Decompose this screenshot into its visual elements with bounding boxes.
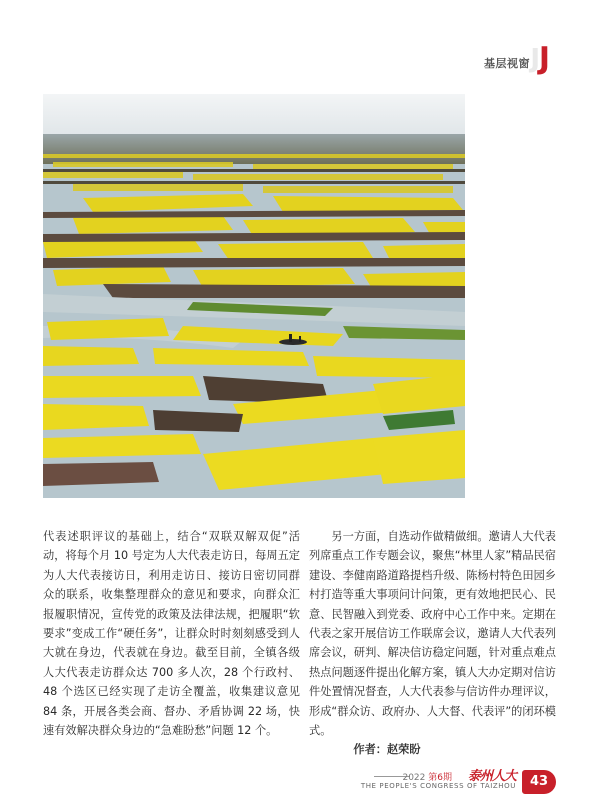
section-letter: J xyxy=(538,41,550,76)
section-letter-shadow: J xyxy=(530,44,540,74)
canola-fields-illustration xyxy=(43,94,465,498)
page-number: 43 xyxy=(522,770,556,794)
magazine-brand: 泰州人大 xyxy=(467,769,516,784)
section-title: 基层视窗 xyxy=(484,57,530,70)
article-left-column xyxy=(43,527,300,740)
issue-year: 2022 xyxy=(402,773,426,783)
article-paragraph: 另一方面，自选动作做精做细。邀请人大代表列席重点工作专题会议，聚焦“林里人家”精品民宿建设、李健南路道路提档升级、陈杨村特色田园乡村打造等重大事项问计问策，更有效地把民心、民意、民智融入到党委、政府中心工作中来。定期在代表之家开展信访工作联席会议，邀请人大代表列席会议，研判、解决信访稳定问题，针对重点难点热点问题逐件提出化解方案，镇人大办定期对信访件处置情况督查，人大代表参与信访件办理评议，形成“群众访、政府办、人大督、代表评”的闭环模式。 xyxy=(309,530,556,738)
landscape-photo xyxy=(43,94,465,498)
page-footer xyxy=(360,770,560,798)
section-tag xyxy=(474,41,554,76)
article-right-column xyxy=(309,527,556,760)
magazine-brand-english: THE PEOPLE'S CONGRESS OF TAIZHOU xyxy=(360,782,516,790)
issue-number: 第6期 xyxy=(428,773,452,783)
article-paragraph: 代表述职评议的基础上，结合“双联双解双促”活动，将每个月 10 号定为人大代表走访日，每周五定为人大代表接访日，利用走访日、接访日密切同群众的联系，收集整理群众的意见和要求，向群众汇报履职情况，宣传党的政策及法律法规，把履职“软要求”变成工作“硬任务”，让群众时时刻刻感受到人大就在身边，代表就在身边。截至目前，全镇各级人大代表走访群众达 700 多人次，28 个行政村、48 个选区已经实现了走访全覆盖，收集建议意见 84 条，开展各类会商、督办、矛盾协调 22 场，快速有效解决群众身边的“急难盼愁”问题 12 个。 xyxy=(43,530,300,738)
article-author: 作者：赵荣盼 xyxy=(353,743,421,757)
